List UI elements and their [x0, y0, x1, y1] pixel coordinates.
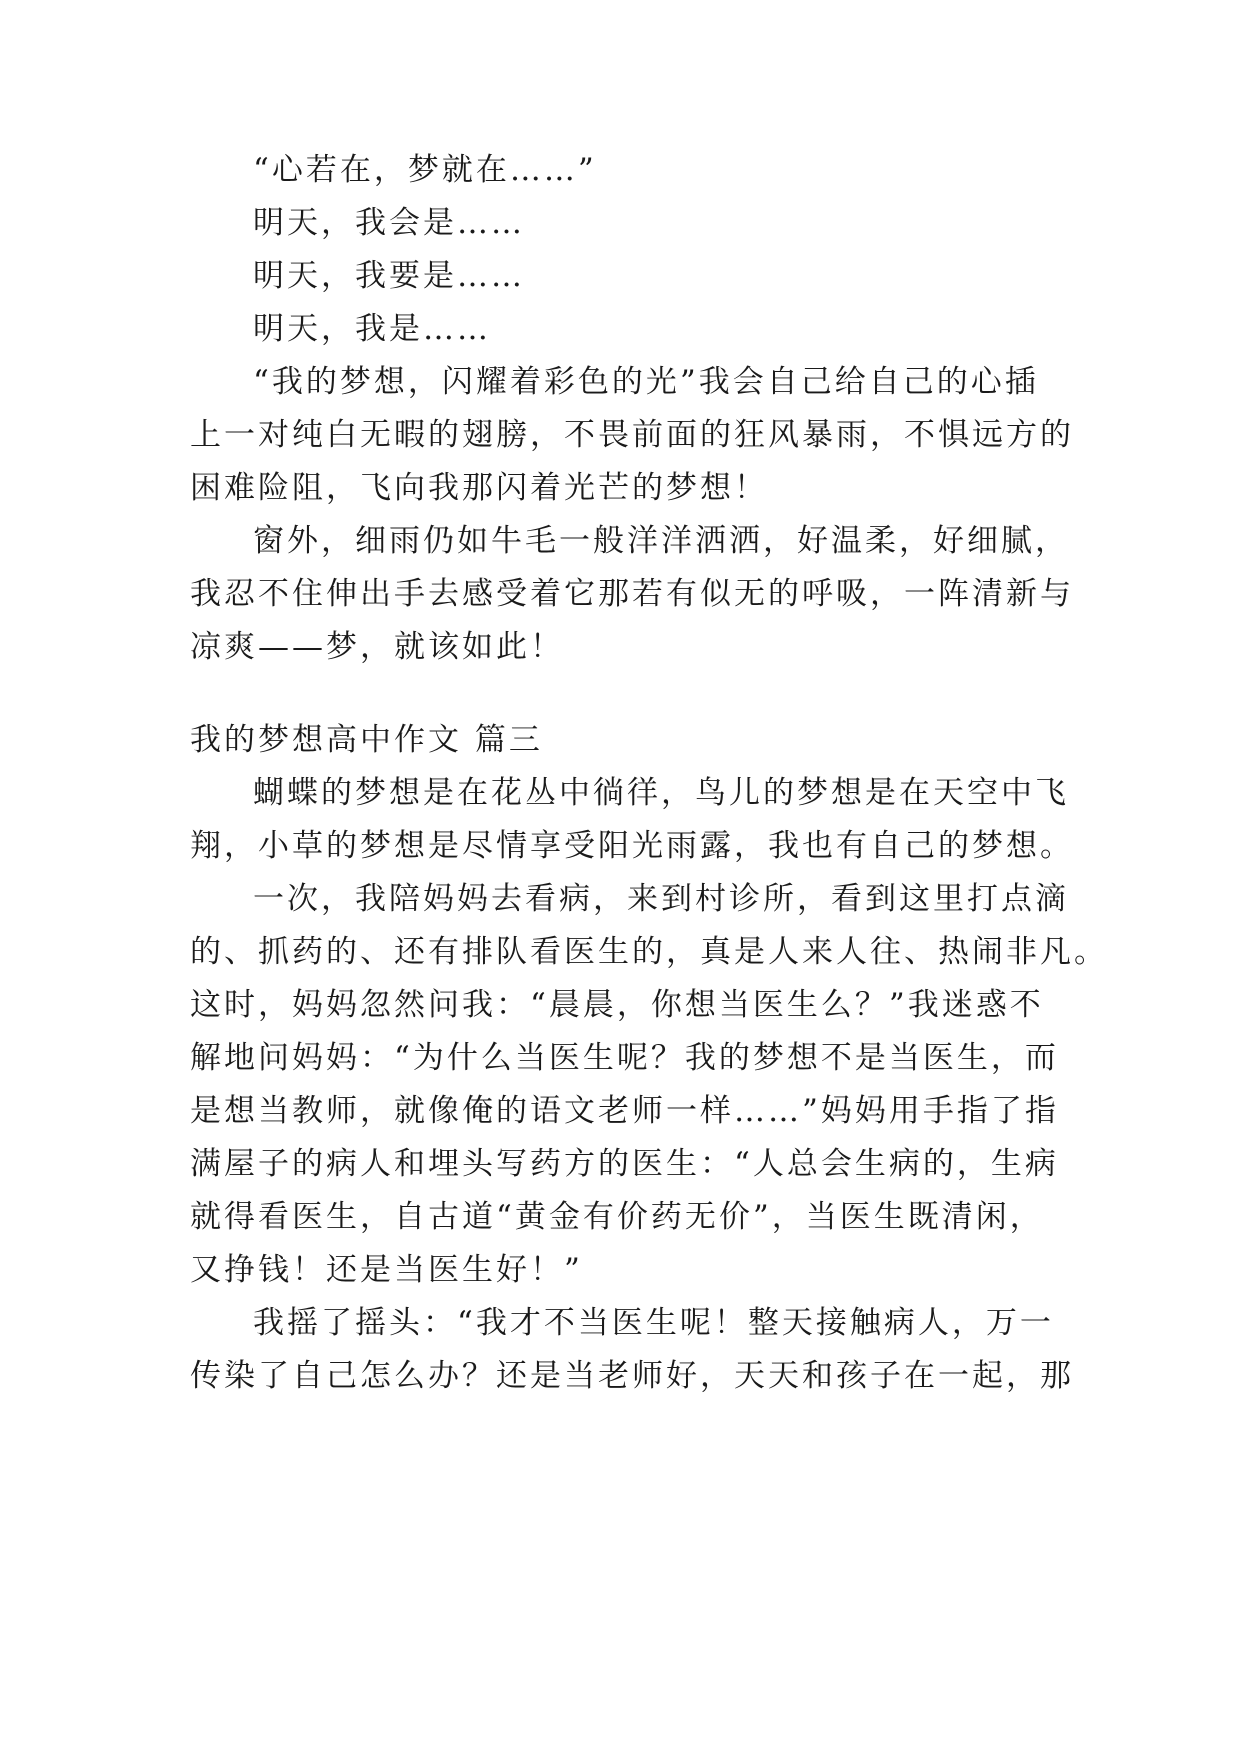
paragraph-line: 明天，我会是…… [253, 205, 525, 241]
paragraph-line: 上一对纯白无暇的翅膀，不畏前面的狂风暴雨，不惧远方的 [190, 417, 1074, 453]
paragraph-line: 明天，我要是…… [253, 258, 525, 294]
paragraph-line: 我忍不住伸出手去感受着它那若有似无的呼吸，一阵清新与 [190, 576, 1074, 612]
paragraph-line: “心若在，梦就在……” [253, 152, 597, 188]
paragraph-line: 凉爽——梦，就该如此！ [190, 629, 564, 665]
paragraph-line: 一次，我陪妈妈去看病，来到村诊所，看到这里打点滴 [253, 881, 1069, 917]
paragraph-line: 明天，我是…… [253, 311, 491, 347]
paragraph-line: 困难险阻，飞向我那闪着光芒的梦想！ [190, 470, 768, 506]
paragraph-line: 翔，小草的梦想是尽情享受阳光雨露，我也有自己的梦想。 [190, 828, 1074, 864]
paragraph-line: 解地问妈妈：“为什么当医生呢？我的梦想不是当医生，而 [190, 1040, 1059, 1076]
paragraph-line: 的、抓药的、还有排队看医生的，真是人来人往、热闹非凡。 [190, 934, 1108, 970]
paragraph-line: 这时，妈妈忽然问我：“晨晨，你想当医生么？”我迷惑不 [190, 987, 1044, 1023]
paragraph-line: 传染了自己怎么办？还是当老师好，天天和孩子在一起，那 [190, 1358, 1074, 1394]
paragraph-line: 我摇了摇头：“我才不当医生呢！整天接触病人，万一 [253, 1305, 1054, 1341]
paragraph-line: 满屋子的病人和埋头写药方的医生：“人总会生病的，生病 [190, 1146, 1059, 1182]
paragraph-line: 就得看医生，自古道“黄金有价药无价”，当医生既清闲， [190, 1199, 1044, 1235]
paragraph-line: 又挣钱！还是当医生好！” [190, 1252, 583, 1288]
paragraph-line: “我的梦想，闪耀着彩色的光”我会自己给自己的心插 [253, 364, 1039, 400]
paragraph-line: 是想当教师，就像俺的语文老师一样……”妈妈用手指了指 [190, 1093, 1059, 1129]
paragraph-line: 窗外，细雨仍如牛毛一般洋洋洒洒，好温柔，好细腻， [253, 523, 1069, 559]
paragraph-line: 蝴蝶的梦想是在花丛中徜徉，鸟儿的梦想是在天空中飞 [253, 775, 1069, 811]
section-heading: 我的梦想高中作文 篇三 [190, 722, 543, 758]
